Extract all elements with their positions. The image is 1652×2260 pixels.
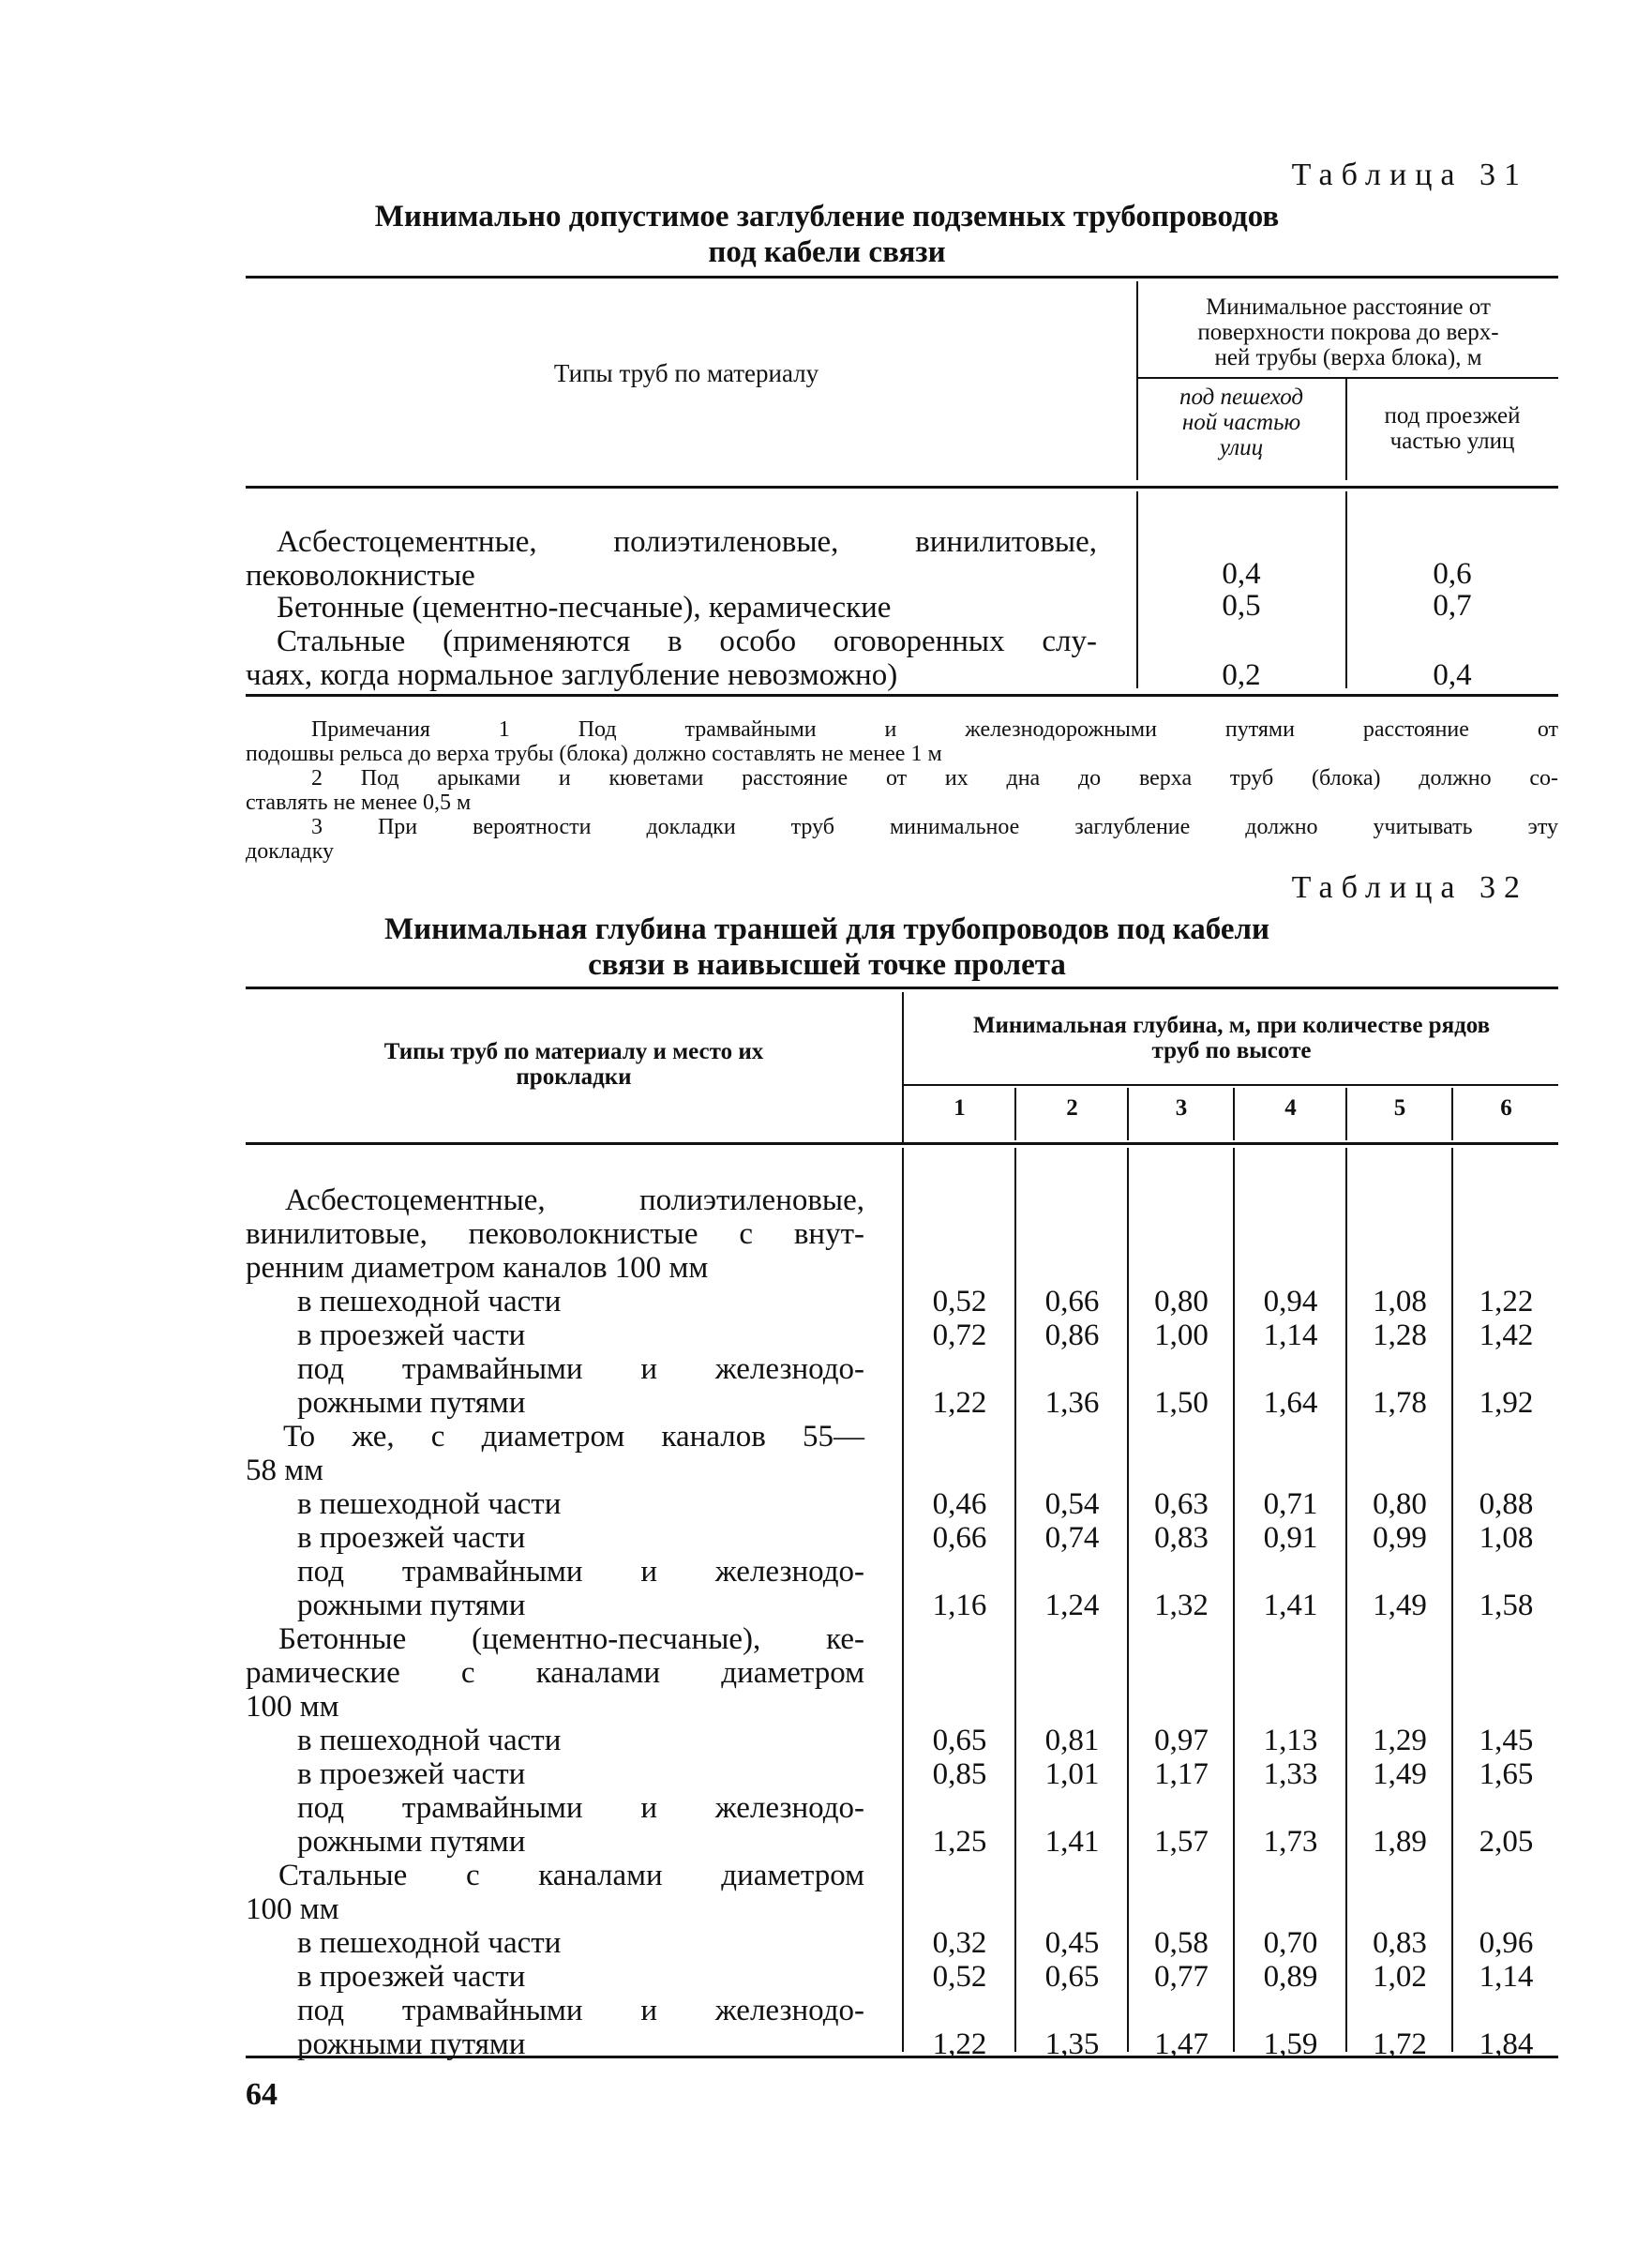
table31-row2-ped: 0,5	[1222, 589, 1261, 623]
table32-cell-g2-r2-c6: 1,08	[1479, 1521, 1534, 1555]
table32-cell-g1-r1-c3: 0,80	[1154, 1285, 1209, 1318]
table32-cell-g4-r3-c2: 1,35	[1044, 2027, 1100, 2061]
table31-row2-road: 0,7	[1433, 589, 1472, 623]
table32-cell-g3-r1-c4: 1,13	[1263, 1724, 1318, 1757]
table31-header-bottom-rule	[246, 486, 1558, 489]
table32-cell-g4-r3-c5: 1,72	[1373, 2027, 1427, 2061]
table32-cell-g2-r2-c1: 0,66	[932, 1521, 987, 1555]
table32-cell-g4-r2-c2: 0,65	[1044, 1960, 1100, 1994]
group2-row3-label: под трамвайными и железнодо-	[297, 1555, 864, 1589]
table32-cell-g3-r3-c3: 1,57	[1154, 1825, 1209, 1859]
table32-cell-g3-r3-c5: 1,89	[1373, 1825, 1427, 1859]
table32-hdr-div-3	[1233, 1088, 1235, 1140]
table31-notes	[246, 717, 1558, 864]
table32-hdr-div-1	[1014, 1088, 1016, 1140]
table32-cell-g2-r1-c4: 0,71	[1263, 1487, 1318, 1521]
table32-col-2: 2	[1066, 1095, 1078, 1121]
table32-cell-g3-r2-c6: 1,65	[1479, 1757, 1534, 1791]
group4-row2-label: в проезжей части	[297, 1960, 526, 1994]
table32-hdr-div-4	[1345, 1088, 1347, 1140]
table32-cell-g4-r1-c3: 0,58	[1154, 1926, 1209, 1960]
table32-cell-g2-r1-c5: 0,80	[1373, 1487, 1427, 1521]
table31-row3-road: 0,4	[1433, 658, 1472, 692]
table32-top-rule	[246, 987, 1558, 989]
table32-cell-g4-r1-c5: 0,83	[1373, 1926, 1427, 1960]
group1-row2-label: в проезжей части	[297, 1318, 526, 1352]
table32-body-div-3	[1233, 1148, 1235, 2052]
table32-cell-g3-r1-c6: 1,45	[1479, 1724, 1534, 1757]
group3-row2-label: в проезжей части	[297, 1757, 526, 1791]
table32-cell-g1-r1-c1: 0,52	[932, 1285, 987, 1318]
table32-cell-g2-r1-c2: 0,54	[1044, 1487, 1100, 1521]
table32-cell-g2-r1-c1: 0,46	[932, 1487, 987, 1521]
table32-cell-g4-r2-c5: 1,02	[1373, 1960, 1427, 1994]
table32-cell-g2-r2-c5: 0,99	[1373, 1521, 1427, 1555]
note-1-cont: подошвы рельса до верха трубы (блока) должно составлять не менее 1 м	[246, 742, 942, 766]
group2-heading: То же, с диаметром каналов 55—	[283, 1420, 864, 1454]
table32-cell-g2-r2-c4: 0,91	[1263, 1521, 1318, 1555]
note-2: 2 Под арыками и кюветами расстояние от их дна до верха труб (блока) должно со-	[311, 766, 1558, 791]
table32-cell-g1-r3-c2: 1,36	[1044, 1386, 1100, 1420]
table32-subheader-rule	[902, 1084, 1558, 1086]
table32-cell-g1-r1-c2: 0,66	[1044, 1285, 1100, 1318]
table32-cell-g1-r2-c3: 1,00	[1154, 1318, 1209, 1352]
table32-cell-g3-r3-c2: 1,41	[1044, 1825, 1100, 1859]
note-3-cont: докладку	[246, 839, 335, 864]
table31-row3-ped: 0,2	[1222, 658, 1261, 692]
table32-cell-g3-r3-c4: 1,73	[1263, 1825, 1318, 1859]
table32-body-div-4	[1345, 1148, 1347, 2052]
table31-body-divider-1	[1136, 491, 1138, 688]
table32-cell-g2-r3-c4: 1,41	[1263, 1589, 1318, 1622]
table31-row1-ped: 0,4	[1222, 557, 1261, 591]
table32-cell-g4-r3-c6: 1,84	[1479, 2027, 1534, 2061]
table32-cell-g2-r2-c2: 0,74	[1044, 1521, 1100, 1555]
table32-cell-g4-r2-c1: 0,52	[932, 1960, 987, 1994]
table31-subheader-divider	[1345, 379, 1347, 480]
table31-title-line1: Минимально допустимое заглубление подземных трубопроводов	[374, 200, 1280, 234]
table32-cell-g2-r3-c1: 1,16	[932, 1589, 987, 1622]
group4-row3-label: под трамвайными и железнодо-	[297, 1994, 864, 2027]
table32-cell-g3-r2-c4: 1,33	[1263, 1757, 1318, 1791]
table32-cell-g1-r2-c5: 1,28	[1373, 1318, 1427, 1352]
table32-header-divider	[902, 992, 904, 1142]
table32-cell-g2-r3-c3: 1,32	[1154, 1589, 1209, 1622]
table32-cell-g1-r3-c5: 1,78	[1373, 1386, 1427, 1420]
table32-cell-g4-r1-c2: 0,45	[1044, 1926, 1100, 1960]
table31-row1-label: Асбестоцементные, полиэтиленовые, винилитовые,	[277, 525, 1097, 559]
group3-row3-label: под трамвайными и железнодо-	[297, 1791, 864, 1825]
table32-hdr-div-5	[1451, 1088, 1453, 1140]
table32-body-div-1	[1014, 1148, 1016, 2052]
table31-col-ped-header: под пешеход ной частью улиц	[1179, 384, 1304, 460]
table32-hdr-div-2	[1127, 1088, 1129, 1140]
table31-header-divider	[1136, 281, 1138, 480]
table32-title-line2: связи в наивысшей точке пролета	[588, 948, 1066, 982]
table32-label: Таблица 32	[1291, 870, 1528, 905]
table32-cell-g1-r2-c2: 0,86	[1044, 1318, 1100, 1352]
table32-cell-g1-r1-c5: 1,08	[1373, 1285, 1427, 1318]
table31-top-rule	[246, 276, 1558, 279]
table32-cell-g4-r3-c1: 1,22	[932, 2027, 987, 2061]
note-2-cont: ставлять не менее 0,5 м	[246, 791, 472, 815]
table31-bottom-rule	[246, 694, 1558, 697]
table31-title-line2: под кабели связи	[708, 235, 946, 269]
table32-col-3: 3	[1175, 1095, 1188, 1121]
table31-row3-label-cont: чаях, когда нормальное заглубление невозможно)	[246, 658, 898, 692]
table32-cell-g2-r3-c6: 1,58	[1479, 1589, 1534, 1622]
note-3: 3 При вероятности докладки труб минимальное заглубление должно учитывать эту	[311, 815, 1558, 839]
group4-heading: Стальные с каналами диаметром	[278, 1859, 864, 1892]
table32-cell-g1-r3-c6: 1,92	[1479, 1386, 1534, 1420]
table32-title-line1: Минимальная глубина траншей для трубопроводов под кабели	[383, 912, 1270, 946]
table32-cell-g1-r3-c3: 1,50	[1154, 1386, 1209, 1420]
table32-cell-g3-r1-c1: 0,65	[932, 1724, 987, 1757]
group1-row3-label: под трамвайными и железнодо-	[297, 1352, 864, 1386]
table32-cell-g2-r3-c5: 1,49	[1373, 1589, 1427, 1622]
table31-row3-label: Стальные (применяются в особо оговоренных слу-	[277, 625, 1097, 658]
table32-cell-g1-r1-c6: 1,22	[1479, 1285, 1534, 1318]
table32-col-6: 6	[1500, 1095, 1512, 1121]
group3-row1-label: в пешеходной части	[297, 1724, 562, 1757]
table32-cell-g3-r3-c6: 2,05	[1479, 1825, 1534, 1859]
table32-cell-g4-r3-c4: 1,59	[1263, 2027, 1318, 2061]
table32-cell-g2-r2-c3: 0,83	[1154, 1521, 1209, 1555]
table32-cell-g4-r3-c3: 1,47	[1154, 2027, 1209, 2061]
table31-row1-label-cont: пековолокнистые	[246, 559, 475, 593]
table32-cell-g3-r2-c5: 1,49	[1373, 1757, 1427, 1791]
table31-col-type-header: Типы труб по материалу	[553, 359, 819, 387]
table32-cell-g4-r1-c4: 0,70	[1263, 1926, 1318, 1960]
table32-col-group-header: Минимальная глубина, м, при количестве рядов труб по высоте	[972, 1013, 1491, 1063]
table31-label: Таблица 31	[1291, 158, 1528, 192]
table32-cell-g2-r1-c3: 0,63	[1154, 1487, 1209, 1521]
table31-col-group-header: Минимальное расстояние от поверхности покрова до верх- ней трубы (верха блока), м	[1197, 294, 1499, 370]
table32-cell-g1-r3-c1: 1,22	[932, 1386, 987, 1420]
table32-cell-g4-r1-c6: 0,96	[1479, 1926, 1534, 1960]
table32-body-div-5	[1451, 1148, 1453, 2052]
table32-cell-g4-r2-c6: 1,14	[1479, 1960, 1534, 1994]
group1-row1-label: в пешеходной части	[297, 1285, 562, 1318]
table32-body-div-0	[902, 1148, 904, 2052]
table32-col-type-header: Типы труб по материалу и место их прокладки	[383, 1039, 764, 1090]
table31-col-road-header: под проезжей частью улиц	[1384, 403, 1521, 454]
group2-row2-label: в проезжей части	[297, 1521, 526, 1555]
group4-row1-label: в пешеходной части	[297, 1926, 562, 1960]
table31-row2-label: Бетонные (цементно-песчаные), керамические	[277, 591, 892, 625]
table32-body-div-2	[1127, 1148, 1129, 2052]
table32-cell-g3-r1-c2: 0,81	[1044, 1724, 1100, 1757]
table32-cell-g1-r1-c4: 0,94	[1263, 1285, 1318, 1318]
table32-col-5: 5	[1393, 1095, 1406, 1121]
table32-col-1: 1	[954, 1095, 966, 1121]
table32-cell-g1-r2-c1: 0,72	[932, 1318, 987, 1352]
table32-cell-g2-r1-c6: 0,88	[1479, 1487, 1534, 1521]
table32-cell-g1-r2-c6: 1,42	[1479, 1318, 1534, 1352]
note-1: Примечания 1 Под трамвайными и железнодорожными путями расстояние от	[311, 717, 1558, 742]
table32-cell-g3-r2-c1: 0,85	[932, 1757, 987, 1791]
table32-col-4: 4	[1284, 1095, 1297, 1121]
table32-cell-g3-r2-c2: 1,01	[1044, 1757, 1100, 1791]
table32-cell-g4-r2-c3: 0,77	[1154, 1960, 1209, 1994]
page-number: 64	[246, 2077, 278, 2112]
table32-cell-g3-r1-c5: 1,29	[1373, 1724, 1427, 1757]
table32-cell-g3-r1-c3: 0,97	[1154, 1724, 1209, 1757]
table31-body-divider-2	[1345, 491, 1347, 688]
table32-cell-g1-r3-c4: 1,64	[1263, 1386, 1318, 1420]
table32-cell-g4-r1-c1: 0,32	[932, 1926, 987, 1960]
group1-heading: Асбестоцементные, полиэтиленовые,	[285, 1183, 864, 1217]
table31-subheader-rule	[1136, 377, 1558, 379]
table32-cell-g1-r2-c4: 1,14	[1263, 1318, 1318, 1352]
table32-body-text: Асбестоцементные, полиэтиленовые, винилитовые, пековолокнистые с внут- ренним диаметром каналов 100 мм в пешеходной части в проезжей части под трамвайными и железнодо- рожными путями То же, с диаметром каналов 55— 58 мм в пешеходной части в проезжей части под трамвайными и железнодо- рожными путями Бетонные (цементно-песчаные), ке- рамические с каналами диаметром 100 мм в пешеходной части в проезжей части под трамвайными и железнодо- рожными путями Стальные с каналами диаметром 100 мм в пешеходной части в проезжей части под трамвайными и железнодо- рожными путями	[246, 1183, 864, 2061]
table32-cell-g3-r2-c3: 1,17	[1154, 1757, 1209, 1791]
table32-header-bottom-rule	[246, 1142, 1558, 1145]
group2-row1-label: в пешеходной части	[297, 1487, 562, 1521]
table32-bottom-rule	[246, 2056, 1558, 2058]
table31-row1-road: 0,6	[1433, 557, 1472, 591]
table32-cell-g3-r3-c1: 1,25	[932, 1825, 987, 1859]
table32-cell-g2-r3-c2: 1,24	[1044, 1589, 1100, 1622]
group3-heading: Бетонные (цементно-песчаные), ке-	[278, 1622, 864, 1656]
table32-cell-g4-r2-c4: 0,89	[1263, 1960, 1318, 1994]
